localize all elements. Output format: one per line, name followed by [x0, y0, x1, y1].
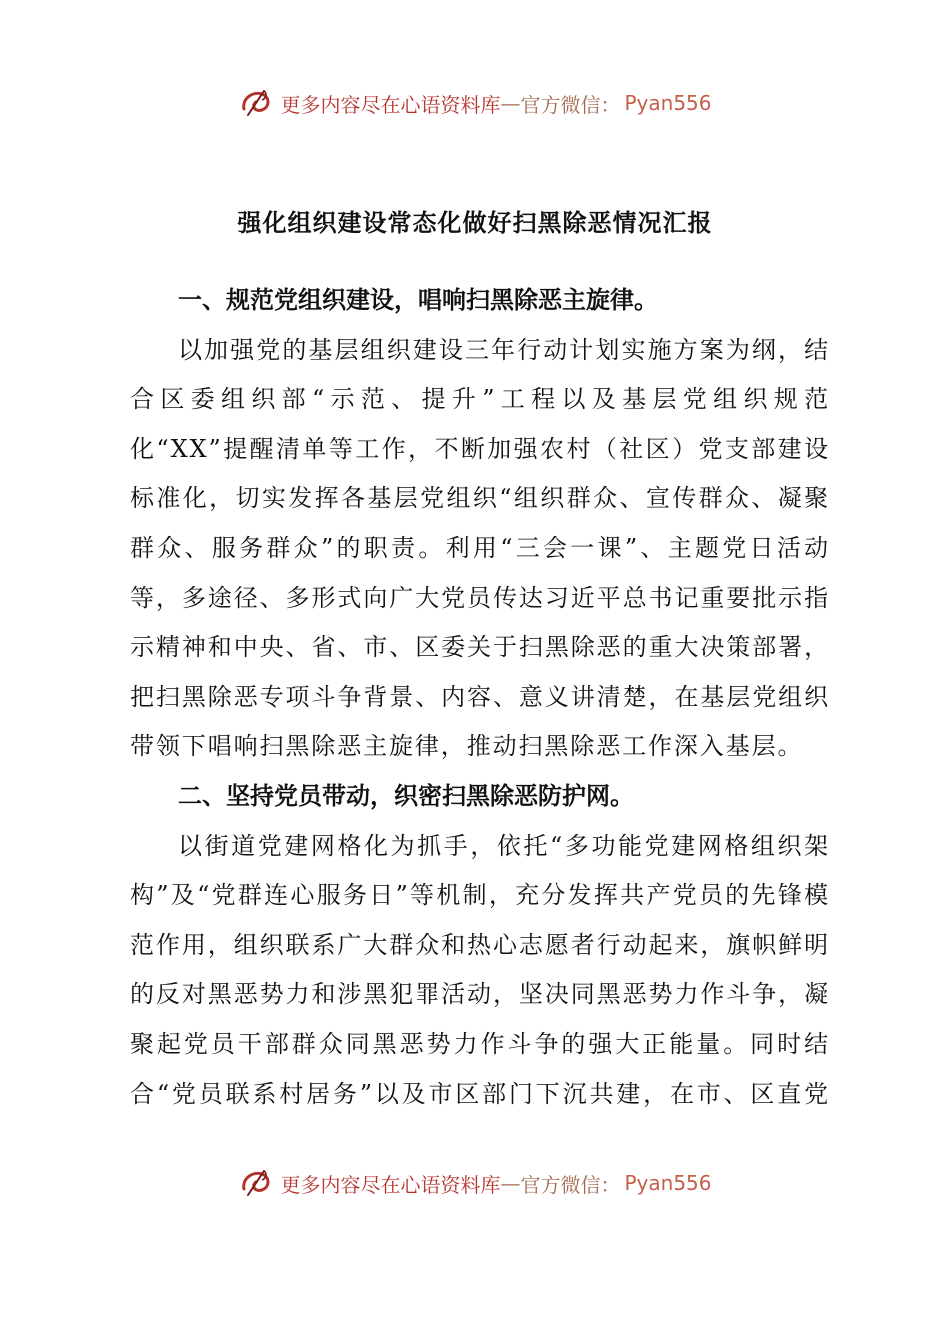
document-title: 强化组织建设常态化做好扫黑除恶情况汇报 — [237, 208, 713, 237]
footer-banner — [0, 1163, 950, 1203]
quill-swirl-icon — [238, 85, 274, 121]
banner-wechat-id: Pyan556 — [624, 1171, 712, 1195]
quill-swirl-icon — [238, 1165, 274, 1201]
banner-wechat-label: 官方微信： — [520, 1172, 621, 1197]
banner-wechat-id: Pyan556 — [624, 91, 712, 115]
section-2-heading: 二、坚持党员带动，织密扫黑除恶防护网。 — [178, 781, 634, 810]
banner-brand-text: 更多内容尽在心语资料库 — [280, 92, 501, 117]
banner-brand-text: 更多内容尽在心语资料库 — [280, 1172, 501, 1197]
section-2-paragraph: 以街道党建网格化为抓手，依托“多功能党建网格组织架构”及“党群连心服务日”等机制，充分发挥共产党员的先锋模范作用，组织联系广大群众和热心志愿者行动起来，旗帜鲜明的反对黑恶势力和涉黑犯罪活动，坚决同黑恶势力作斗争，凝聚起党员干部群众同黑恶势力作斗争的强大正能量。同时结合“党员联系村居务”以及市区部门下沉共建，在市、区直党 — [130, 831, 830, 1108]
section-1-heading: 一、规范党组织建设，唱响扫黑除恶主旋律。 — [178, 286, 658, 314]
banner-wechat-label: 官方微信： — [520, 92, 621, 117]
section-1-paragraph: 以加强党的基层组织建设三年行动计划实施方案为纲，结合区委组织部“示范、提升”工程以及基层党组织规范化“XX”提醒清单等工作，不断加强农村（社区）党支部建设标准化，切实发挥各基层党组织“组织群众、宣传群众、凝聚群众、服务群众”的职责。利用“三会一课”、主题党日活动等，多途径、多形式向广大党员传达习近平总书记重要批示指示精神和中央、省、市、区委关于扫黑除恶的重大决策部署，把扫黑除恶专项斗争背景、内容、意义讲清楚，在基层党组织带领下唱响扫黑除恶主旋律，推动扫黑除恶工作深入基层。 — [130, 335, 830, 761]
header-banner — [0, 83, 950, 123]
document-body — [130, 276, 830, 1119]
banner-separator: — — [500, 91, 521, 115]
banner-separator: — — [500, 1171, 521, 1195]
